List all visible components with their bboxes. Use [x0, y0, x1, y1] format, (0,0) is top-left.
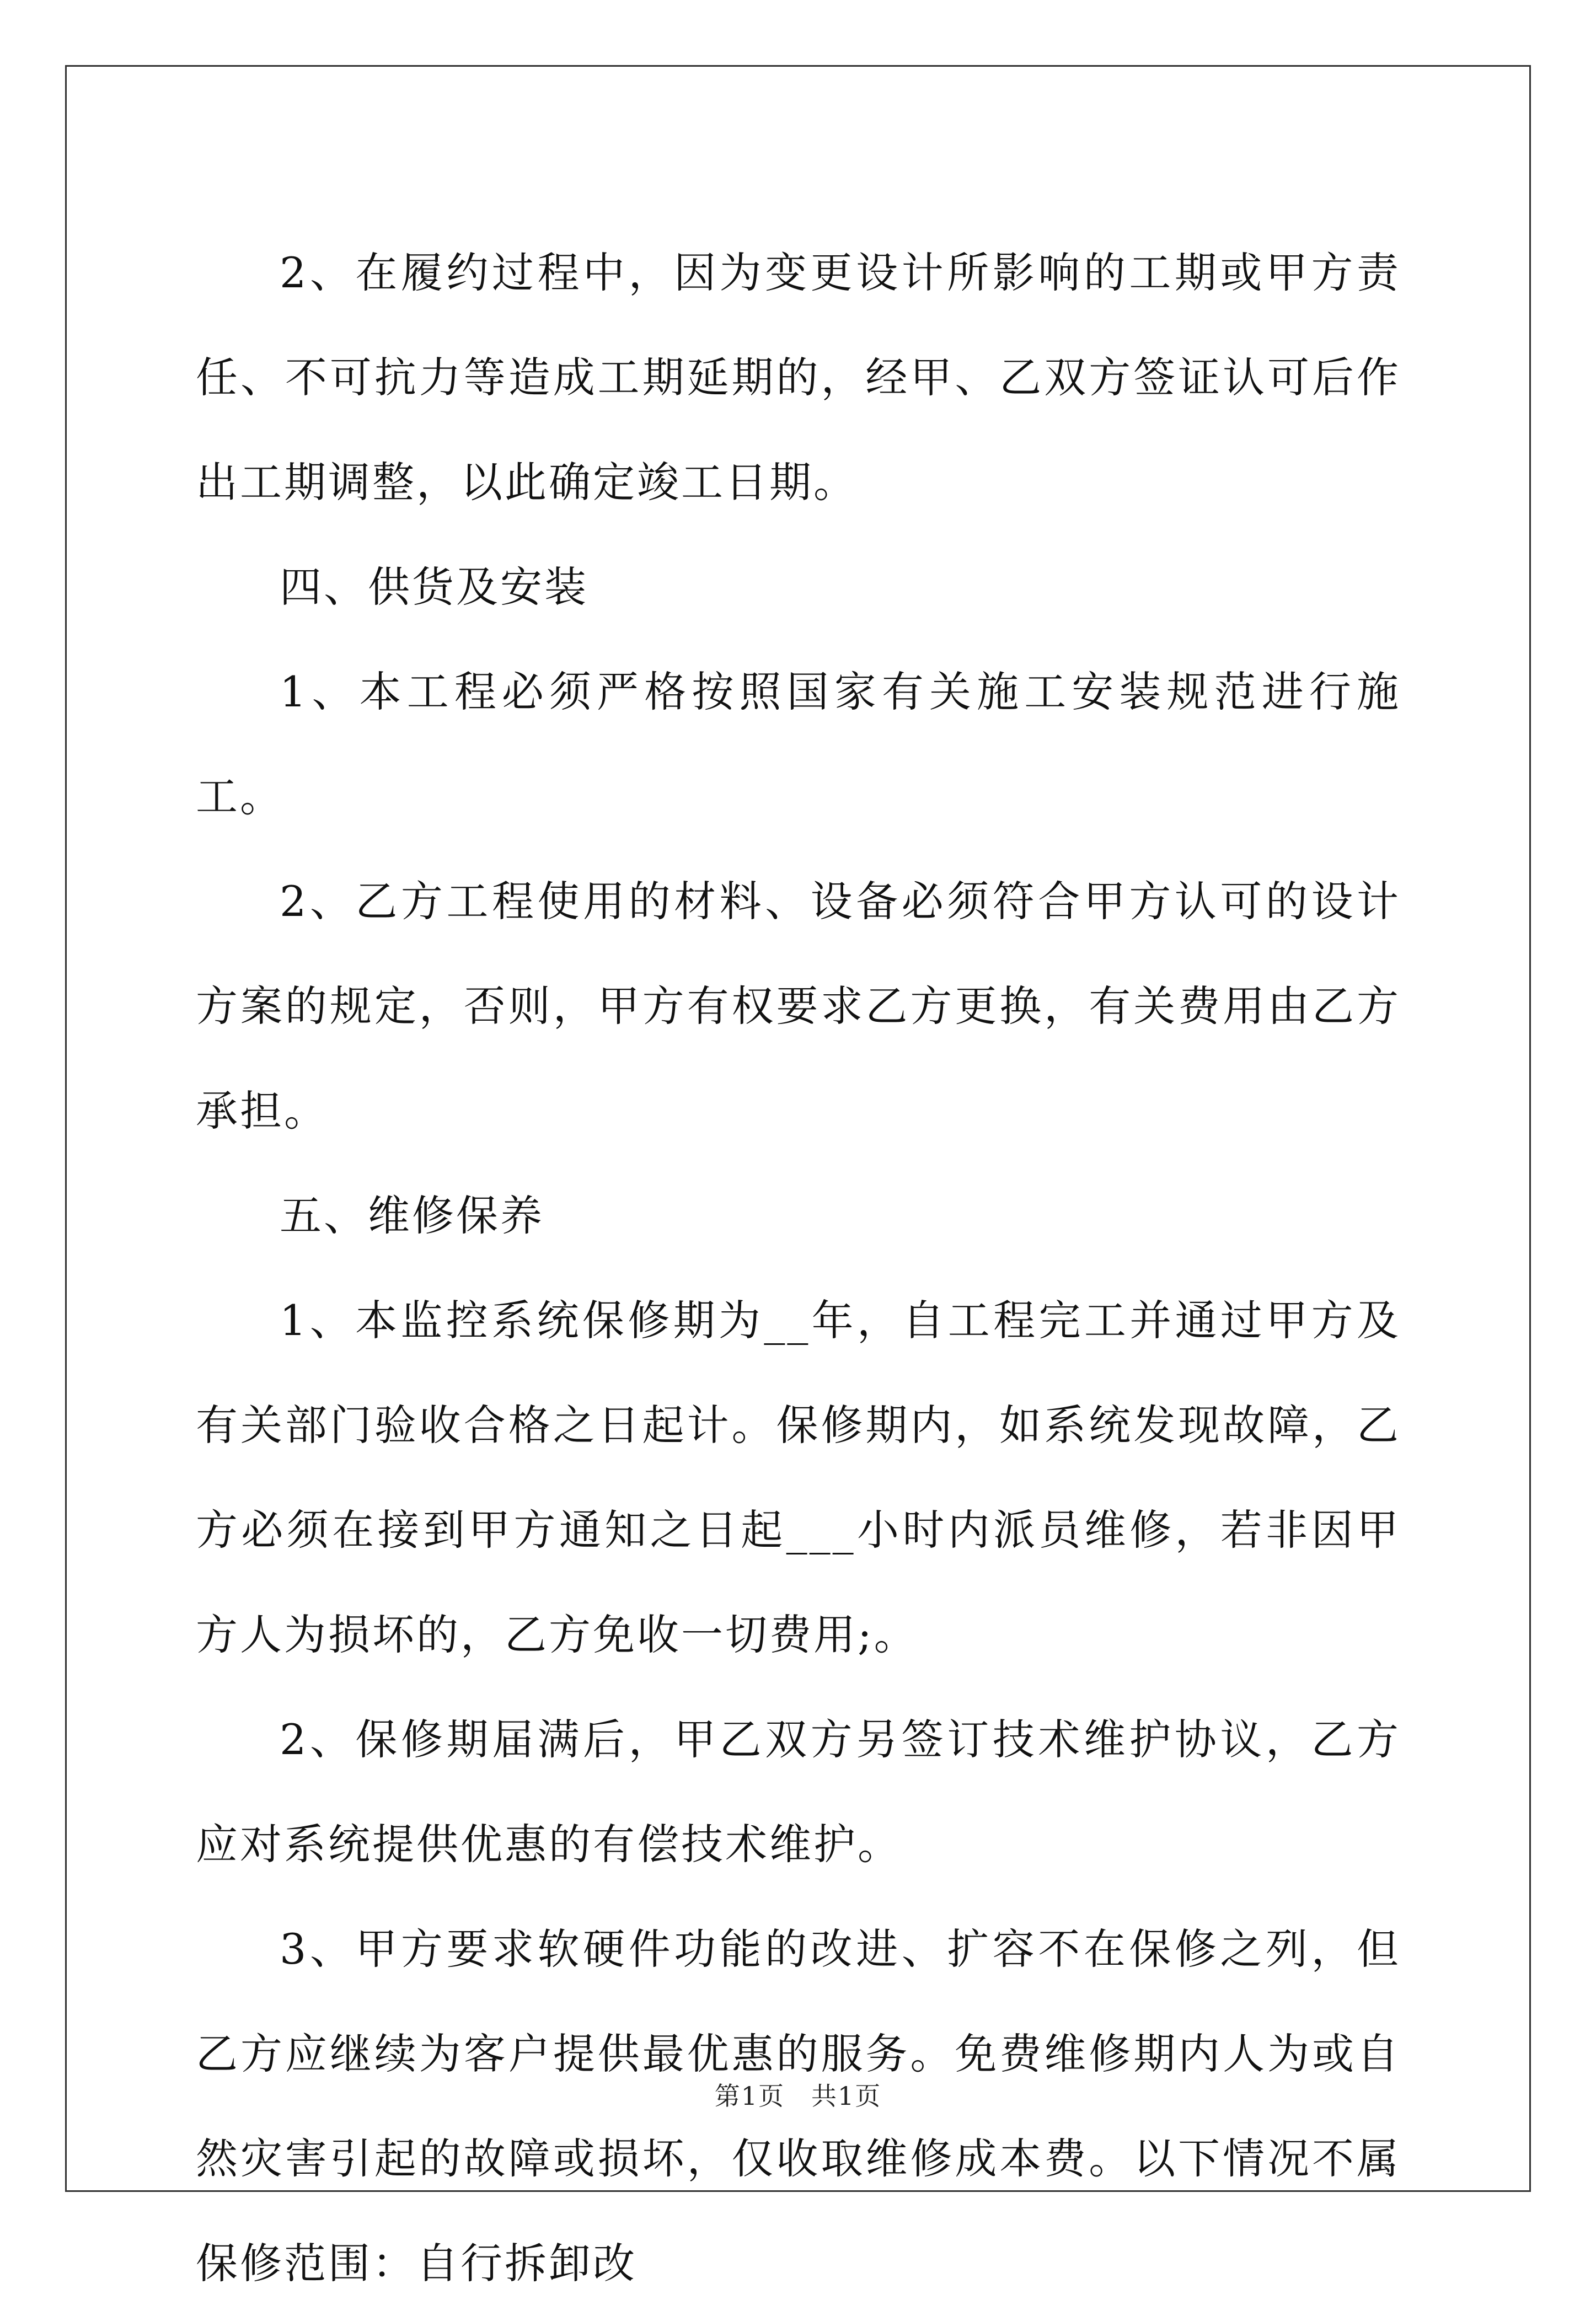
- paragraph-schedule-adjustment: 2、在履约过程中，因为变更设计所影响的工期或甲方责任、不可抗力等造成工期延期的，经甲、乙双方签证认可后作出工期调整，以此确定竣工日期。: [196, 248, 1401, 507]
- paragraph-warranty-period: 1、本监控系统保修期为__年，自工程完工并通过甲方及有关部门验收合格之日起计。保修期内，如系统发现故障，乙方必须在接到甲方通知之日起___小时内派员维修，若非因甲方人为损坏的，乙方免收一切费用;。: [196, 1296, 1401, 1659]
- section-heading-maintenance: 五、维修保养: [280, 1191, 544, 1240]
- page-number-footer: 第1页 共1页: [714, 2081, 882, 2111]
- paragraph-installation-standards: 1、本工程必须严格按照国家有关施工安装规范进行施工。: [196, 667, 1401, 821]
- paragraph-post-warranty: 2、保修期届满后，甲乙双方另签订技术维护协议，乙方应对系统提供优惠的有偿技术维护。: [196, 1715, 1401, 1869]
- paragraph-upgrades-exclusions: 3、甲方要求软硬件功能的改进、扩容不在保修之列，但乙方应继续为客户提供最优惠的服务。免费维修期内人为或自然灾害引起的故障或损坏，仅收取维修成本费。以下情况不属保修范围：自行拆卸改: [196, 1924, 1401, 2288]
- paragraph-materials-equipment: 2、乙方工程使用的材料、设备必须符合甲方认可的设计方案的规定，否则，甲方有权要求乙方更换，有关费用由乙方承担。: [196, 877, 1401, 1135]
- document-body: [196, 221, 1401, 2316]
- section-heading-supply-installation: 四、供货及安装: [280, 562, 588, 612]
